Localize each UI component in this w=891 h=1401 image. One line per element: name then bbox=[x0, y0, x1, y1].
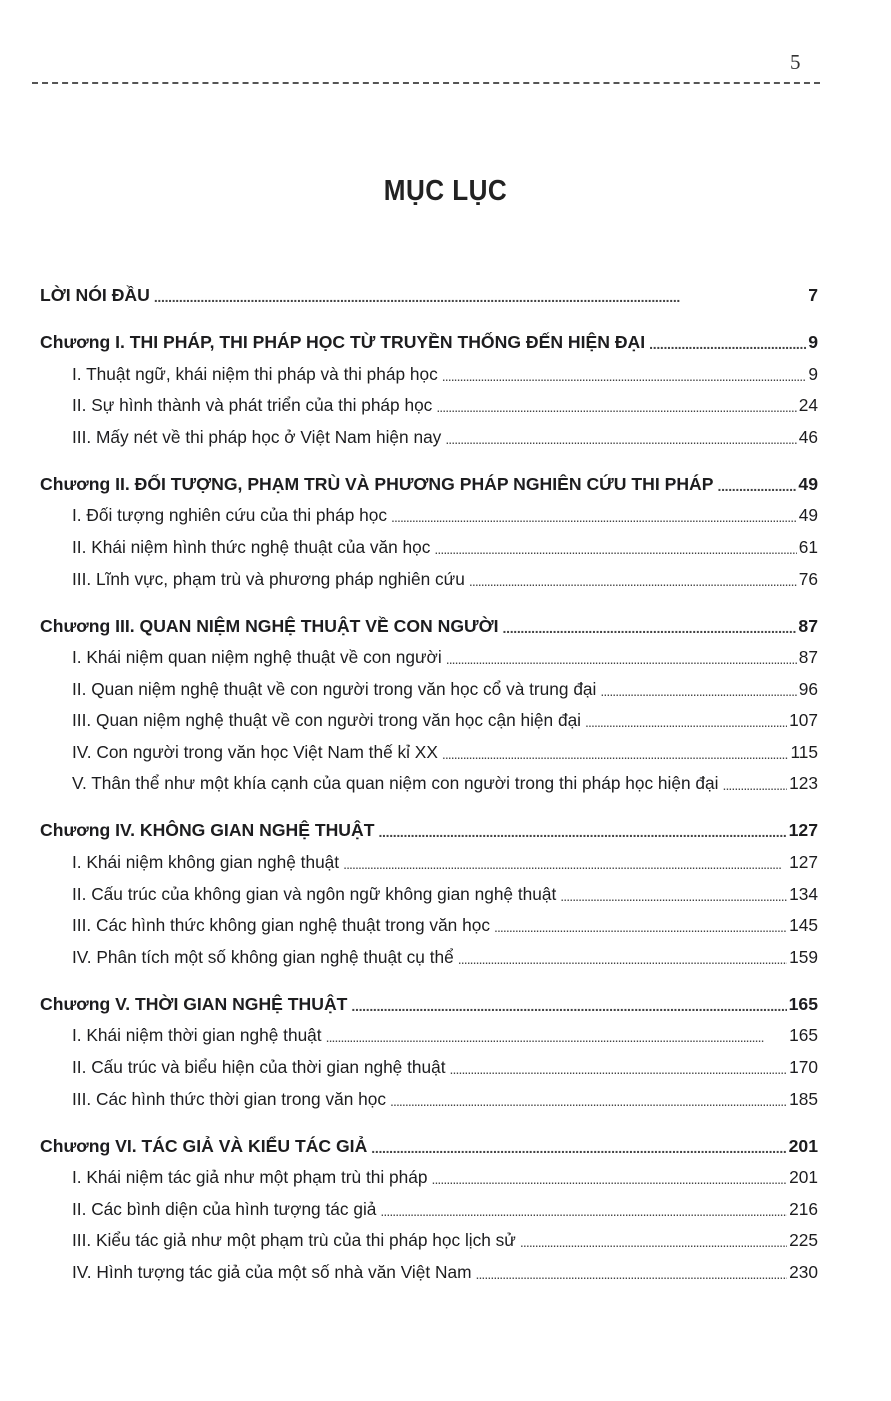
toc-page-number: 159 bbox=[789, 946, 818, 967]
dot-leader bbox=[722, 774, 787, 791]
toc-section-entry bbox=[40, 852, 818, 884]
dot-leader bbox=[326, 1026, 788, 1043]
toc-section-entry bbox=[40, 1057, 818, 1089]
toc-page-number: 107 bbox=[789, 710, 818, 731]
toc-section-entry bbox=[40, 1167, 818, 1199]
toc-entry-title: I. Khái niệm quan niệm nghệ thuật về con người bbox=[72, 647, 442, 668]
toc-entry-title: III. Lĩnh vực, phạm trù và phương pháp nghiên cứu bbox=[72, 568, 465, 589]
toc-section-entry bbox=[40, 1089, 818, 1121]
toc-page-number: 145 bbox=[789, 915, 818, 936]
toc-chapter-entry bbox=[40, 820, 818, 852]
toc-entry-title: LỜI NÓI ĐẦU bbox=[40, 285, 150, 305]
dot-leader bbox=[520, 1231, 787, 1248]
toc-section-entry bbox=[40, 647, 818, 679]
toc-entry-title: III. Các hình thức thời gian trong văn học bbox=[72, 1088, 386, 1109]
toc-page-number: 87 bbox=[798, 647, 818, 668]
dot-leader bbox=[442, 365, 807, 382]
toc-section-entry bbox=[40, 569, 818, 601]
toc-section-entry bbox=[40, 1262, 818, 1294]
dot-leader bbox=[560, 885, 787, 902]
toc-page-number: 87 bbox=[798, 615, 818, 636]
toc-page-number: 201 bbox=[789, 1167, 818, 1188]
toc-page-number: 201 bbox=[788, 1135, 818, 1156]
toc-page-number: 61 bbox=[798, 536, 818, 557]
toc-entry-title: IV. Phân tích một số không gian nghệ thuật cụ thể bbox=[72, 946, 454, 967]
toc-entry-title: II. Các bình diện của hình tượng tác giả bbox=[72, 1198, 377, 1219]
dot-leader bbox=[371, 1137, 786, 1155]
toc-chapter-entry bbox=[40, 474, 818, 506]
toc-section-entry bbox=[40, 395, 818, 427]
page-number: 5 bbox=[790, 50, 801, 74]
toc-entry-title: I. Thuật ngữ, khái niệm thi pháp và thi pháp học bbox=[72, 363, 438, 384]
toc-chapter-entry bbox=[40, 994, 818, 1026]
toc-chapter-entry bbox=[40, 616, 818, 648]
toc-section-entry bbox=[40, 710, 818, 742]
toc-page-number: 165 bbox=[789, 1025, 818, 1046]
toc-section-entry bbox=[40, 947, 818, 979]
toc-chapter-entry bbox=[40, 285, 818, 317]
toc-section-entry bbox=[40, 679, 818, 711]
toc-page-number: 96 bbox=[798, 678, 818, 699]
toc-entry-title: Chương V. THỜI GIAN NGHỆ THUẬT bbox=[40, 993, 348, 1014]
dot-leader bbox=[391, 506, 797, 523]
toc-page-number: 127 bbox=[788, 820, 818, 841]
toc-page-number: 9 bbox=[808, 363, 818, 384]
toc-entry-title: I. Khái niệm tác giả như một phạm trù thi pháp bbox=[72, 1167, 428, 1188]
toc-section-entry bbox=[40, 1199, 818, 1231]
toc-entry-title: IV. Hình tượng tác giả của một số nhà văn Việt Nam bbox=[72, 1261, 472, 1282]
header-divider bbox=[32, 82, 820, 84]
toc-entry-title: III. Kiểu tác giả như một phạm trù của thi pháp học lịch sử bbox=[72, 1230, 516, 1251]
toc-page-number: 123 bbox=[789, 773, 818, 794]
toc-page-number: 230 bbox=[789, 1261, 818, 1282]
toc-section-entry bbox=[40, 505, 818, 537]
toc-chapter-entry bbox=[40, 1136, 818, 1168]
toc-entry-title: V. Thân thể như một khía cạnh của quan niệm con người trong thi pháp học hiện đại bbox=[72, 773, 719, 794]
dot-leader bbox=[351, 995, 786, 1013]
toc-entry-title: Chương IV. KHÔNG GIAN NGHỆ THUẬT bbox=[40, 820, 375, 841]
dot-leader bbox=[600, 680, 796, 697]
dot-leader bbox=[442, 743, 789, 760]
toc-page-number: 7 bbox=[808, 285, 818, 305]
toc-page-number: 115 bbox=[790, 741, 818, 762]
toc-section-entry bbox=[40, 742, 818, 774]
toc-page-number: 76 bbox=[798, 568, 818, 589]
toc-section-entry bbox=[40, 364, 818, 396]
toc-entry-title: II. Khái niệm hình thức nghệ thuật của văn học bbox=[72, 536, 431, 557]
dot-leader bbox=[343, 853, 787, 870]
toc-section-entry bbox=[40, 773, 818, 805]
toc-entry-title: IV. Con người trong văn học Việt Nam thế kỉ XX bbox=[72, 741, 438, 762]
dot-leader bbox=[469, 570, 797, 587]
toc-entry-title: II. Sự hình thành và phát triển của thi pháp học bbox=[72, 395, 433, 416]
toc-entry-title: I. Khái niệm không gian nghệ thuật bbox=[72, 852, 340, 873]
dot-leader bbox=[585, 711, 787, 728]
toc-entry-title: Chương I. THI PHÁP, THI PHÁP HỌC TỪ TRUYỀN THỐNG ĐẾN HIỆN ĐẠI bbox=[40, 331, 646, 352]
toc-section-entry bbox=[40, 427, 818, 459]
toc-entry-title: II. Quan niệm nghệ thuật về con người trong văn học cổ và trung đại bbox=[72, 678, 597, 699]
toc-entry-title: Chương II. ĐỐI TƯỢNG, PHẠM TRÙ VÀ PHƯƠNG PHÁP NGHIÊN CỨU THI PHÁP bbox=[40, 473, 714, 494]
toc-entry-title: I. Đối tượng nghiên cứu của thi pháp học bbox=[72, 505, 388, 526]
toc-section-entry bbox=[40, 884, 818, 916]
toc-section-entry bbox=[40, 1025, 818, 1057]
toc-page-number: 225 bbox=[789, 1230, 818, 1251]
toc-page-number: 49 bbox=[798, 473, 818, 494]
toc-section-entry bbox=[40, 537, 818, 569]
toc-entry-title: III. Quan niệm nghệ thuật về con người trong văn học cận hiện đại bbox=[72, 710, 582, 731]
toc-entry-title: I. Khái niệm thời gian nghệ thuật bbox=[72, 1025, 322, 1046]
dot-leader bbox=[649, 333, 806, 351]
dot-leader bbox=[154, 286, 806, 304]
toc-section-entry bbox=[40, 1230, 818, 1262]
dot-leader bbox=[436, 396, 796, 413]
dot-leader bbox=[475, 1263, 787, 1280]
toc-page-number: 49 bbox=[798, 505, 818, 526]
toc-entry-title: II. Cấu trúc và biểu hiện của thời gian nghệ thuật bbox=[72, 1057, 446, 1078]
toc-page-number: 185 bbox=[789, 1088, 818, 1109]
dot-leader bbox=[450, 1058, 788, 1075]
dot-leader bbox=[390, 1090, 787, 1107]
dot-leader bbox=[434, 538, 796, 555]
dot-leader bbox=[503, 617, 797, 635]
dot-leader bbox=[446, 648, 797, 665]
toc-entry-title: Chương VI. TÁC GIẢ VÀ KIỂU TÁC GIẢ bbox=[40, 1135, 368, 1156]
page-title: MỤC LỤC bbox=[383, 175, 508, 207]
toc-entry-title: II. Cấu trúc của không gian và ngôn ngữ không gian nghệ thuật bbox=[72, 883, 557, 904]
toc-page-number: 134 bbox=[789, 883, 818, 904]
toc-page-number: 165 bbox=[788, 993, 818, 1014]
dot-leader bbox=[717, 475, 796, 493]
dot-leader bbox=[380, 1200, 787, 1217]
dot-leader bbox=[458, 948, 787, 965]
toc-entry-title: III. Các hình thức không gian nghệ thuật trong văn học bbox=[72, 915, 490, 936]
toc-page-number: 24 bbox=[798, 395, 818, 416]
dot-leader bbox=[431, 1168, 787, 1185]
dot-leader bbox=[494, 916, 787, 933]
toc-section-entry bbox=[40, 915, 818, 947]
toc-page-number: 216 bbox=[789, 1198, 818, 1219]
toc-page-number: 46 bbox=[798, 426, 818, 447]
table-of-contents bbox=[40, 285, 818, 1294]
dot-leader bbox=[445, 428, 796, 445]
toc-page-number: 9 bbox=[808, 331, 818, 352]
dot-leader bbox=[378, 821, 786, 839]
toc-page-number: 127 bbox=[789, 852, 818, 873]
toc-page-number: 170 bbox=[789, 1057, 818, 1078]
toc-chapter-entry bbox=[40, 332, 818, 364]
toc-entry-title: Chương III. QUAN NIỆM NGHỆ THUẬT VỀ CON NGƯỜI bbox=[40, 615, 499, 636]
toc-entry-title: III. Mấy nét về thi pháp học ở Việt Nam hiện nay bbox=[72, 426, 442, 447]
